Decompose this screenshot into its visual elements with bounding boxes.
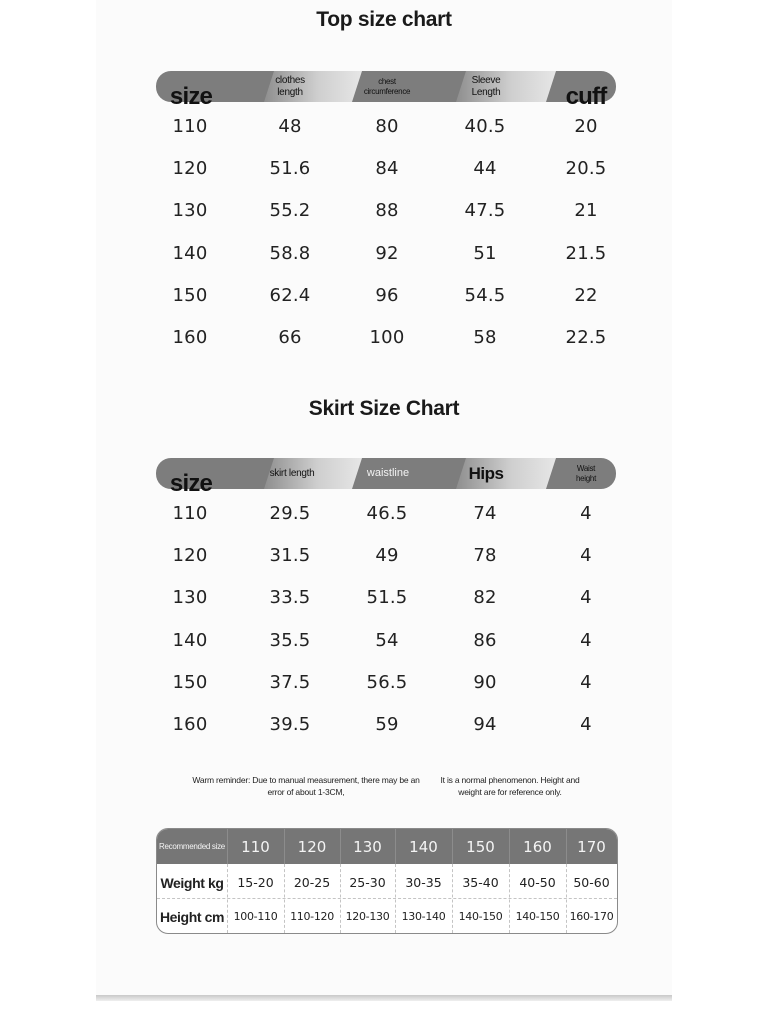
top-chart-cell: 51.6 — [269, 158, 311, 180]
skirt-chart-cell: 49 — [375, 545, 399, 567]
top-header-cuff: cuff — [565, 82, 607, 110]
skirt-chart-cell: 86 — [473, 629, 497, 651]
top-chart-cell: 120 — [172, 158, 208, 180]
skirt-chart-cell: 130 — [172, 587, 208, 609]
top-chart-cell: 66 — [278, 327, 302, 348]
skirt-chart-cell: 51.5 — [366, 587, 408, 609]
skirt-chart-cell: 54 — [375, 629, 399, 651]
skirt-chart-cell: 29.5 — [269, 503, 311, 524]
skirt-chart-cell: 4 — [580, 503, 592, 524]
top-chart-cell: 51 — [473, 242, 497, 264]
skirt-chart-cell: 140 — [172, 629, 208, 651]
top-chart-cell: 54.5 — [464, 284, 506, 306]
recommended-size-table — [156, 828, 618, 934]
height-value: 160-170 — [569, 910, 614, 923]
top-chart-cell: 48 — [278, 116, 302, 137]
recommended-size-value: 130 — [353, 837, 382, 856]
top-chart-cell: 58 — [473, 327, 497, 348]
top-chart-cell: 62.4 — [269, 284, 311, 306]
top-chart-title: Top size chart — [316, 8, 452, 31]
recommended-size-value: 150 — [466, 837, 495, 856]
top-chart-cell: 140 — [172, 242, 208, 264]
top-header-chest-circumference: chest circumference — [363, 77, 411, 96]
top-chart-cell: 150 — [172, 284, 208, 306]
recommended-size-value: 120 — [297, 837, 327, 856]
top-chart-cell: 58.8 — [269, 242, 311, 264]
top-chart-cell: 22.5 — [565, 327, 607, 348]
height-value: 110-120 — [290, 910, 334, 923]
skirt-header-waistline: waistline — [366, 467, 410, 480]
height-value: 100-110 — [233, 910, 278, 923]
skirt-chart-cell: 35.5 — [269, 629, 311, 651]
top-chart-cell: 20.5 — [565, 158, 607, 180]
weight-value: 20-25 — [293, 875, 331, 890]
skirt-header-hips: Hips — [468, 463, 504, 483]
skirt-header-skirt-length: skirt length — [269, 467, 315, 479]
skirt-chart-cell: 120 — [172, 545, 208, 567]
weight-value: 30-35 — [405, 875, 442, 890]
top-chart-cell: 21.5 — [565, 242, 607, 264]
skirt-chart-cell: 39.5 — [269, 714, 311, 735]
top-chart-cell: 47.5 — [464, 200, 506, 222]
skirt-chart-cell: 82 — [473, 587, 497, 609]
skirt-chart-cell: 78 — [473, 545, 497, 567]
skirt-chart-cell: 150 — [172, 671, 208, 693]
top-chart-cell: 100 — [369, 327, 405, 348]
reference-note-text: It is a normal phenomenon. Height and weight are for reference only. — [440, 775, 580, 797]
skirt-chart-cell: 4 — [580, 714, 592, 735]
weight-row-label: Weight kg — [160, 875, 224, 891]
height-value: 120-130 — [345, 910, 390, 923]
skirt-chart-cell: 160 — [172, 714, 208, 735]
weight-value: 25-30 — [349, 875, 386, 890]
skirt-chart-title: Skirt Size Chart — [308, 397, 460, 420]
skirt-chart-cell: 74 — [473, 503, 497, 524]
skirt-chart-cell: 59 — [375, 714, 399, 735]
skirt-chart-cell: 94 — [473, 714, 497, 735]
height-row-label: Height cm — [159, 909, 225, 925]
skirt-chart-cell: 31.5 — [269, 545, 311, 567]
weight-value: 35-40 — [462, 875, 499, 890]
recommended-size-value: 110 — [241, 837, 270, 856]
skirt-chart-cell: 37.5 — [269, 671, 311, 693]
skirt-chart-cell: 56.5 — [366, 671, 408, 693]
weight-value: 40-50 — [519, 875, 556, 890]
recommended-size-label: Recommended size — [159, 842, 225, 851]
skirt-chart-cell: 33.5 — [269, 587, 311, 609]
height-value: 140-150 — [515, 910, 560, 923]
top-chart-cell: 22 — [574, 284, 598, 306]
top-chart-cell: 84 — [375, 158, 399, 180]
top-header-clothes-length: clothes length — [275, 75, 305, 98]
top-chart-cell: 96 — [375, 284, 399, 306]
skirt-chart-cell: 4 — [580, 671, 592, 693]
top-header-sleeve-length: Sleeve Length — [471, 75, 501, 98]
top-chart-cell: 80 — [375, 116, 399, 137]
row-divider — [157, 898, 617, 899]
weight-value: 50-60 — [573, 875, 610, 890]
skirt-chart-cell: 4 — [580, 587, 592, 609]
recommended-size-value: 160 — [523, 837, 552, 856]
skirt-chart-cell: 4 — [580, 545, 592, 567]
top-chart-cell: 92 — [375, 242, 399, 264]
height-value: 140-150 — [458, 910, 503, 923]
top-chart-cell: 21 — [574, 200, 598, 222]
recommended-size-value: 170 — [577, 837, 606, 856]
height-value: 130-140 — [401, 910, 446, 923]
skirt-chart-cell: 4 — [580, 629, 592, 651]
top-chart-cell: 44 — [473, 158, 497, 180]
top-chart-cell: 55.2 — [269, 200, 311, 222]
weight-value: 15-20 — [237, 875, 274, 890]
top-chart-cell: 40.5 — [464, 116, 506, 137]
top-chart-cell: 160 — [172, 327, 208, 348]
top-chart-cell: 20 — [574, 116, 598, 137]
skirt-header-size: size — [169, 469, 213, 497]
top-chart-cell: 130 — [172, 200, 208, 222]
skirt-chart-cell: 46.5 — [366, 503, 408, 524]
warm-reminder-text: Warm reminder: Due to manual measurement, there may be an error of about 1-3CM, — [192, 775, 420, 797]
skirt-header-waist-height: Waist height — [576, 464, 596, 483]
skirt-chart-cell: 90 — [473, 671, 497, 693]
skirt-chart-cell: 110 — [172, 503, 208, 524]
sheet-bottom-shadow — [96, 995, 672, 1001]
top-chart-cell: 110 — [172, 116, 208, 137]
top-header-size: size — [169, 82, 213, 110]
top-chart-cell: 88 — [375, 200, 399, 222]
recommended-size-value: 140 — [409, 837, 438, 856]
